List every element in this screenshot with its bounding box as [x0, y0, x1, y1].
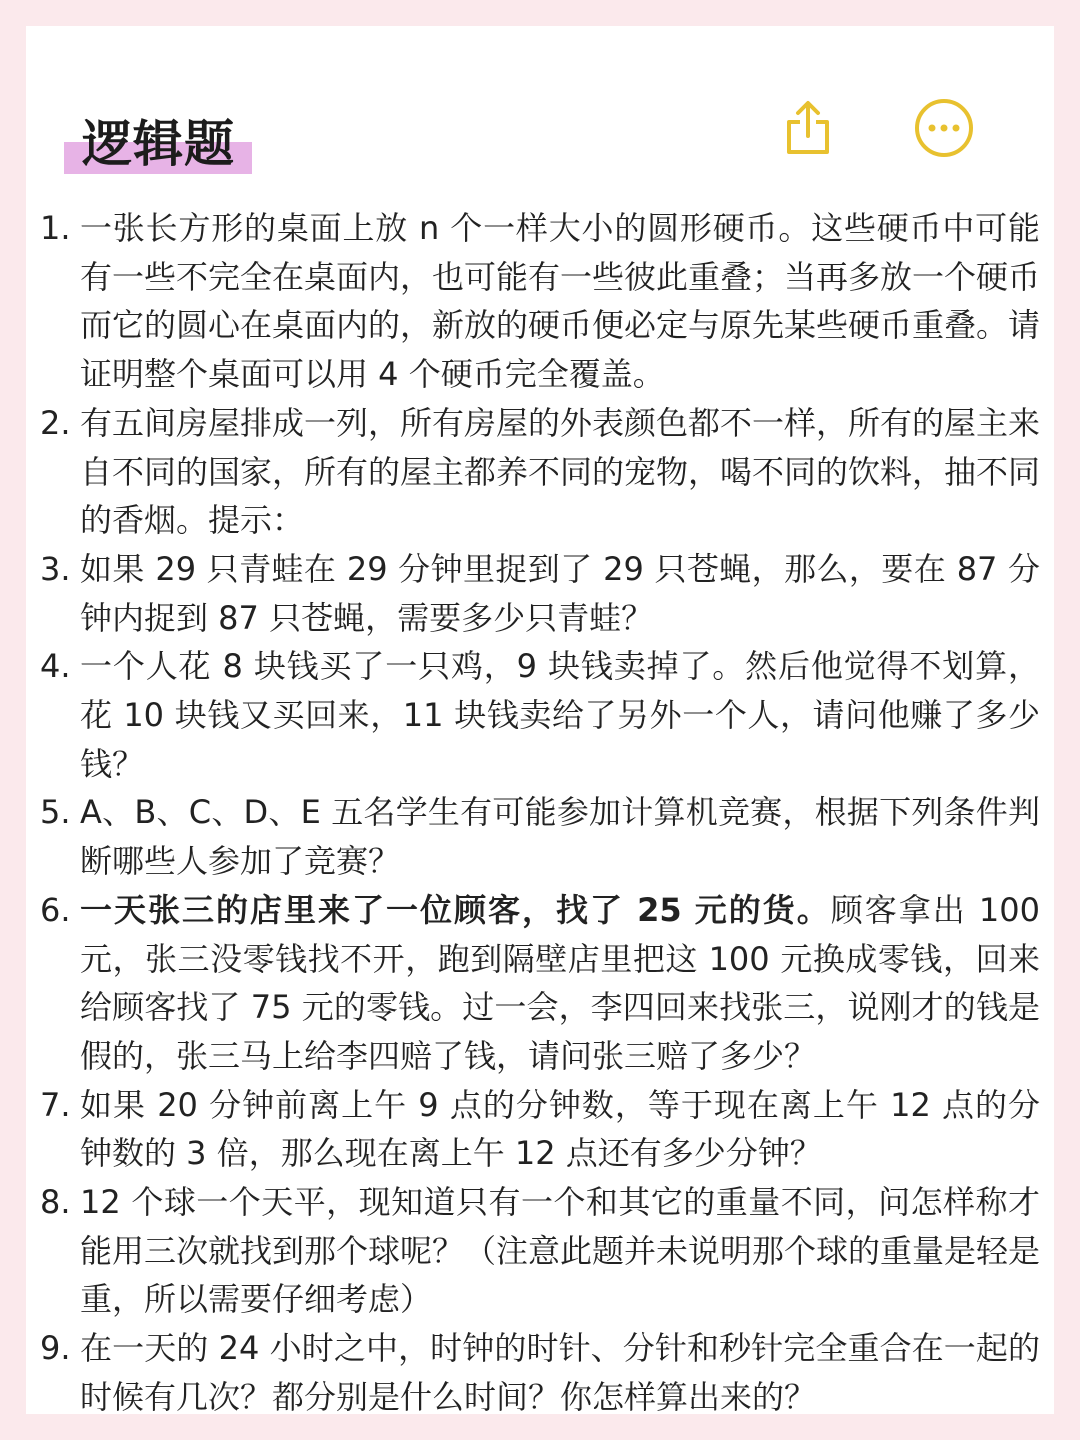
share-button[interactable] [776, 96, 840, 160]
question-item-3 [40, 545, 1040, 642]
question-item-2 [40, 399, 1040, 545]
question-item-6 [40, 886, 1040, 1081]
question-list [40, 204, 1040, 1422]
question-text: 一个人花 8 块钱买了一只鸡，9 块钱卖掉了。然后他觉得不划算，花 10 块钱又买回来，11 块钱卖给了另外一个人，请问他赚了多少钱？ [80, 647, 1040, 783]
question-text: 有五间房屋排成一列，所有房屋的外表颜色都不一样，所有的屋主来自不同的国家，所有的屋主都养不同的宠物，喝不同的饮料，抽不同的香烟。提示： [80, 403, 1041, 540]
question-number: 9. [40, 1329, 71, 1368]
question-bold-lead: 一天张三的店里来了一位顾客，找了 25 元的货。 [80, 890, 831, 929]
page-title: 逻辑题 [82, 115, 235, 173]
more-options-button[interactable] [912, 96, 976, 160]
question-number: 4. [40, 647, 71, 686]
question-item-1 [40, 204, 1040, 399]
more-options-icon [912, 96, 976, 160]
question-item-7 [40, 1081, 1040, 1178]
question-number: 1. [40, 209, 71, 247]
question-text: 12 个球一个天平，现知道只有一个和其它的重量不同，问怎样称才能用三次就找到那个球呢？（注意此题并未说明那个球的重量是轻是重，所以需要仔细考虑） [80, 1183, 1041, 1319]
question-text: 如果 29 只青蛙在 29 分钟里捉到了 29 只苍蝇，那么，要在 87 分钟内捉到 87 只苍蝇，需要多少只青蛙？ [80, 549, 1040, 637]
title-block [64, 108, 235, 188]
question-text: 如果 20 分钟前离上午 9 点的分钟数，等于现在离上午 12 点的分钟数的 3 倍，那么现在离上午 12 点还有多少分钟？ [80, 1085, 1040, 1173]
question-item-4 [40, 642, 1040, 788]
question-number: 6. [40, 890, 71, 929]
question-text: 一张长方形的桌面上放 n 个一样大小的圆形硬币。这些硬币中可能有一些不完全在桌面内，也可能有一些彼此重叠；当再多放一个硬币而它的圆心在桌面内的，新放的硬币便必定与原先某些硬币重叠。请证明整个桌面可以用 4 个硬币完全覆盖。 [80, 209, 1041, 394]
question-item-9 [40, 1324, 1040, 1421]
question-text-block [80, 886, 1040, 1081]
question-number: 8. [40, 1183, 71, 1222]
question-number: 5. [40, 793, 71, 832]
share-icon [776, 96, 840, 160]
question-item-5 [40, 788, 1040, 885]
question-number: 3. [40, 549, 71, 588]
question-text: 在一天的 24 小时之中，时钟的时针、分针和秒针完全重合在一起的时候有几次？都分别是什么时间？你怎样算出来的？ [80, 1329, 1040, 1416]
question-number: 7. [40, 1085, 71, 1124]
question-text: 顾客拿出 100 元，张三没零钱找不开，跑到隔壁店里把这 100 元换成零钱，回来给顾客找了 75 元的零钱。过一会，李四回来找张三，说刚才的钱是假的，张三马上给李四赔了钱，请问张三赔了多少？ [80, 890, 1040, 1075]
question-number: 2. [40, 403, 71, 442]
question-item-8 [40, 1178, 1040, 1324]
question-text: A、B、C、D、E 五名学生有可能参加计算机竞赛，根据下列条件判断哪些人参加了竞赛？ [80, 793, 1040, 881]
